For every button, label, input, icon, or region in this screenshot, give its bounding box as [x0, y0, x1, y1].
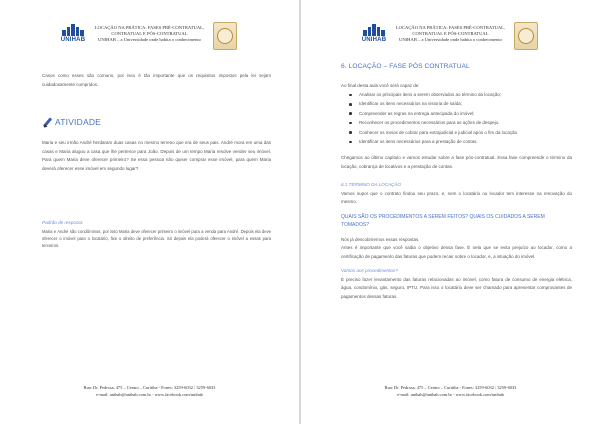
page-header [0, 22, 299, 52]
activity-heading [42, 117, 271, 127]
right-content [341, 63, 572, 301]
list-item: Conhecer os meios de cobrar para extrajudicial e judicial após o fim da locação [349, 128, 572, 137]
list-item: Analisar os principais itens a serem observados ao término da locação; [349, 90, 572, 99]
seal-logo [213, 22, 237, 50]
section-title: 6. LOCAÇÃO – FASE PÓS CONTRATUAL [341, 63, 470, 70]
subsection-title: 6.1 TÉRMINO DA LOCAÇÃO [341, 182, 402, 188]
procedures-text: É preciso fazer levantamento das faturas relacionadas ao imóvel, como fatura de consumo de energia elétrica, água, condomínio, gás, seguro, IPTU. Para isso o locatário deve ser chamado para apresentar comprovantes de pagamentos dessas faturas. [341, 276, 572, 299]
termino-text: Vamos supor que o contrato findou seu prazo, e, nem o locatário ou locador tem interesse na renovação do mesmo. [341, 190, 572, 205]
list-item: Identificar os itens necessários na vistoria de saída; [349, 99, 572, 108]
header-text: LOCAÇÃO NA PRÁTICA: FASES PRÉ-CONTRATUAL, CONTRATUAL E PÓS-CONTRATUAL UNIHAB – a Universidade onde habita o conhecimento [94, 25, 205, 42]
objectives-intro: Ao final desta aula você será capaz de: [341, 82, 420, 88]
unihab-logo: UNIHAB [361, 24, 387, 48]
list-item: Compreender as regras na entrega antecipada do imóvel; [349, 109, 572, 118]
intro-paragraph: Casos como esses são comuns, por isso é tão importante que os requisitos impostos pela lei sejam cuidadosamente cumpridos. [42, 73, 271, 87]
answer-text: Antes é importante que você saiba o objetivo dessa fase. É nela que se evita prejuízo ao locador, como a certificação de pagamento das faturas que podem recair sobre o locador, e, a situação do imóvel. [341, 245, 572, 259]
answer-title: Padrão de resposta: [42, 220, 84, 225]
answer-intro: Nós já descobriremos essas respostas. [341, 236, 420, 242]
left-page [0, 0, 299, 424]
right-page [301, 0, 600, 424]
answer-text: Maria e André são condôminos, por isso Maria deve oferecer primeiro o imóvel para a venda para André. Depois ela deve oferecer o imóvel para o locatário, fixe o direito de preferência. Só depois ela poderá oferecer o imóvel a essas para terceiros. [42, 228, 271, 248]
chapter-intro: Chegamos ao último capítulo e vamos estudar sobre a fase pós-contratual. Essa fase compreende o término da locação, cobrança de locativos e a prestação de contas. [341, 155, 572, 169]
page-footer: Rua: Dr. Pedrosa, 475 – Centro – Curitiba - Fones: 3259-6032 / 3259-6033 e-mail: unihab@unihab.com.br - www.facebook.com/unihab [83, 385, 216, 397]
list-item: Identificar os itens necessários para a prestação de contas. [349, 137, 572, 146]
list-item: Reconhecer os procedimentos necessários para as ações de despejo. [349, 118, 572, 127]
seal-logo [514, 22, 538, 50]
pencil-icon [42, 117, 53, 127]
answer-block [42, 219, 271, 249]
activity-text: Maria e seu irmão André herdaram duas casas no mesmo terreno que era de seus pais. André mora em uma das casas e Maria alugou a casa que lhe pertence para João. Depois de um tempo Maria resolve vender seu imóvel. Para quem Maria deve oferecer primeiro? Se essa pessoa não quiser comprar esse imóvel, para quem Maria deverá oferecer esse imóvel em segundo lugar? [42, 140, 271, 171]
left-content [42, 72, 271, 89]
activity-title: ATIVIDADE [55, 116, 102, 127]
page-header [301, 22, 600, 52]
header-text: LOCAÇÃO NA PRÁTICA: FASES PRÉ-CONTRATUAL, CONTRATUAL E PÓS-CONTRATUAL UNIHAB – a Universidade onde habita o conhecimento [395, 25, 506, 42]
question-heading: QUAIS SÃO OS PROCEDIMENTOS A SEREM FEITOS? QUAIS OS CUIDADOS A SEREM TOMADOS? [341, 213, 545, 229]
objectives-list [341, 90, 572, 146]
activity-block [42, 139, 271, 173]
procedures-title: Vamos aos procedimentos? [341, 268, 398, 274]
page-footer: Rua: Dr. Pedrosa, 475 – Centro – Curitiba - Fones: 3259-6032 / 3259-6033 e-mail: unihab@unihab.com.br - www.facebook.com/unihab [384, 385, 517, 397]
unihab-logo: UNIHAB [60, 24, 86, 48]
